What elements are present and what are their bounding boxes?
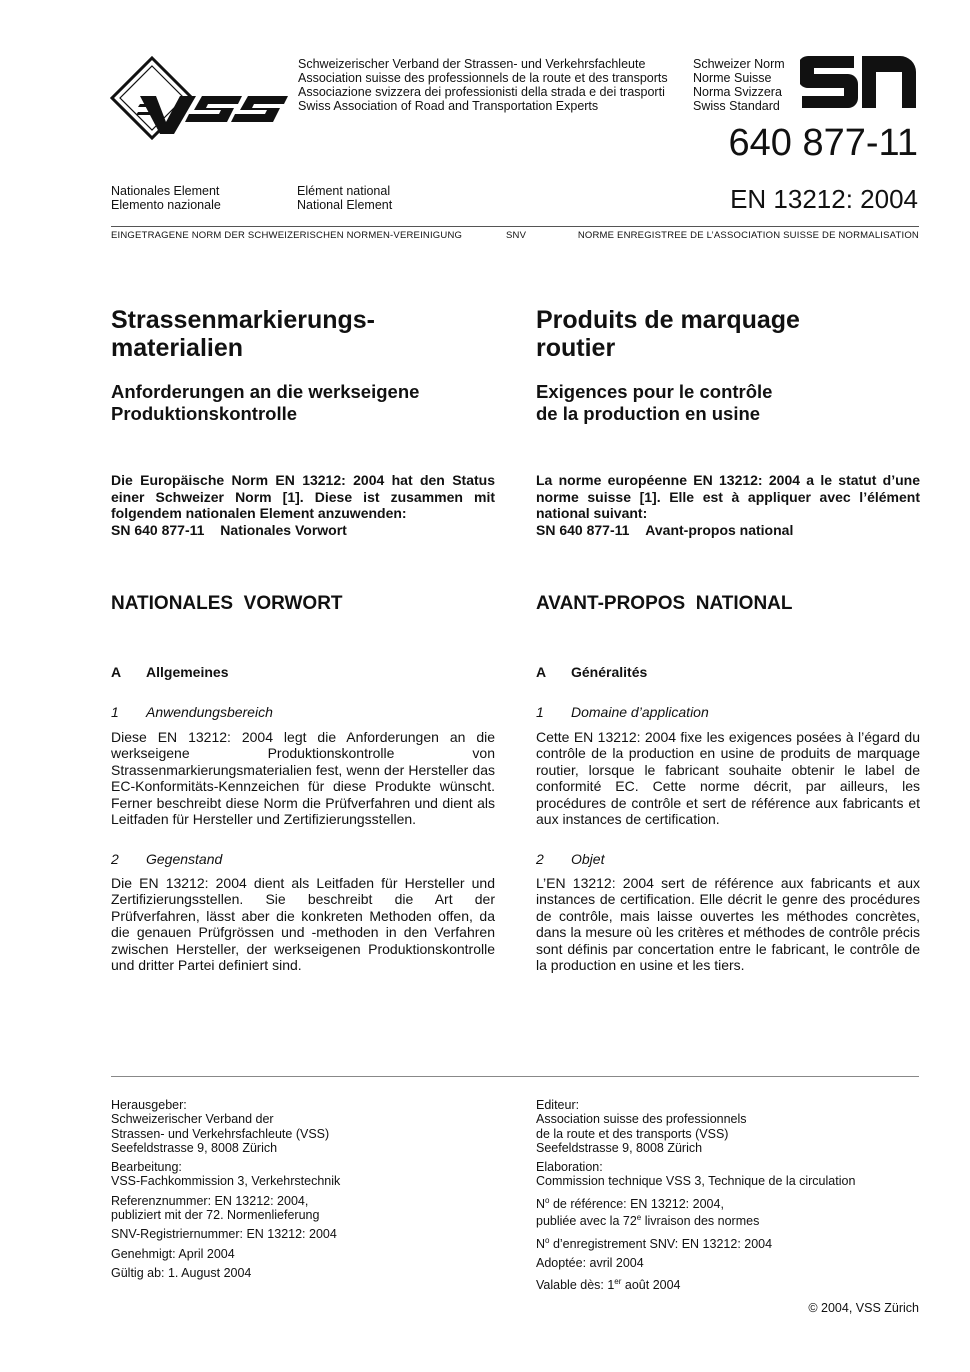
para2-text-de: Die EN 13212: 2004 dient als Leitfaden für Hersteller und Zertifizierungsstellen. Sie beschreibt die Art der Prüfverfahren, lässt aber die konkreten Methoden offen, da die genauen Prüfgrössen und -methoden in den Verfahren zwischen Hersteller, der werkseigenen Produktionskontrolle und dritter Partei definiert sind. bbox=[111, 875, 495, 974]
subsection-title: Allgemeines bbox=[146, 664, 229, 680]
reference-line: publiziert mit der 72. Normenlieferung bbox=[111, 1208, 320, 1223]
ref-prefix: publiée avec la 72 bbox=[536, 1214, 637, 1229]
association-line-de: Schweizerischer Verband der Strassen- und Verkehrsfachleute bbox=[298, 57, 646, 71]
subsection-de bbox=[111, 664, 495, 680]
intro-fr bbox=[536, 472, 920, 538]
standard-type-en: Swiss Standard bbox=[693, 99, 780, 113]
norm-number: 640 877-11 bbox=[728, 122, 918, 164]
para-number: 1 bbox=[536, 704, 544, 720]
para1-heading-fr bbox=[536, 704, 920, 720]
ref-sup: o bbox=[545, 1195, 550, 1205]
section-title-de: NATIONALES VORWORT bbox=[111, 593, 343, 614]
association-names bbox=[298, 57, 668, 113]
editing-label: Bearbeitung: bbox=[111, 1160, 182, 1175]
subtitle-fr-line: Exigences pour le contrôle bbox=[536, 381, 773, 402]
title-fr-line: routier bbox=[536, 334, 616, 362]
subsection-letter: A bbox=[536, 664, 547, 680]
reference-block bbox=[536, 1194, 920, 1229]
title-fr-line: Produits de marquage bbox=[536, 306, 800, 334]
subtitle-de-line: Anforderungen an die werkseigene bbox=[111, 381, 420, 402]
snv-prefix: N bbox=[536, 1236, 546, 1251]
subtitle-de bbox=[111, 381, 495, 425]
association-line-en: Swiss Association of Road and Transportation Experts bbox=[298, 99, 599, 113]
vss-logo bbox=[110, 56, 290, 140]
para-title: Domaine d’application bbox=[571, 704, 709, 720]
para1-heading-de bbox=[111, 704, 495, 720]
snv-suffix: d’enregistrement SNV: EN 13212: 2004 bbox=[549, 1236, 773, 1251]
snv-sup: o bbox=[545, 1235, 550, 1245]
intro-fr-ref-number: SN 640 877-11 bbox=[536, 521, 630, 538]
registry-mid: SNV bbox=[506, 230, 527, 241]
publisher-block bbox=[536, 1098, 920, 1155]
publisher-line: Seefeldstrasse 9, 8008 Zürich bbox=[536, 1140, 703, 1155]
para-number: 2 bbox=[536, 851, 544, 867]
para-title: Gegenstand bbox=[146, 851, 223, 867]
intro-fr-ref-label: Avant-propos national bbox=[645, 521, 794, 538]
snv-registration: SNV-Registriernummer: EN 13212: 2004 bbox=[111, 1227, 337, 1242]
registry-rule bbox=[111, 226, 919, 227]
para-title: Anwendungsbereich bbox=[146, 704, 273, 720]
title-de-line: materialien bbox=[111, 334, 244, 362]
reference-line: Referenznummer: EN 13212: 2004, bbox=[111, 1193, 309, 1208]
standard-type-names bbox=[693, 57, 785, 113]
registry-left: EINGETRAGENE NORM DER SCHWEIZERISCHEN NORMEN-VEREINIGUNG bbox=[111, 230, 463, 241]
valid-suffix: août 2004 bbox=[621, 1278, 681, 1293]
editing-block bbox=[111, 1160, 495, 1189]
publisher-line: Seefeldstrasse 9, 8008 Zürich bbox=[111, 1140, 278, 1155]
para-number: 2 bbox=[111, 851, 119, 867]
element-label-de bbox=[111, 184, 221, 212]
snv-registration bbox=[536, 1234, 920, 1251]
registry-right: NORME ENREGISTREE DE L’ASSOCIATION SUISSE DE NORMALISATION bbox=[577, 230, 919, 241]
intro-fr-text: La norme européenne EN 13212: 2004 a le statut d’une norme suisse [1]. Elle est à appliquer avec l’élément national suivant: bbox=[536, 472, 920, 521]
intro-de-text: Die Europäische Norm EN 13212: 2004 hat den Status einer Schweizer Norm [1]. Diese ist zusammen mit folgendem nationalen Element anzuwenden: bbox=[111, 472, 495, 521]
para2-heading-fr bbox=[536, 851, 920, 867]
ref-sup: e bbox=[636, 1213, 642, 1223]
element-it-line: Elemento nazionale bbox=[111, 198, 221, 212]
publisher-line: Strassen- und Verkehrsfachleute (VSS) bbox=[111, 1126, 330, 1141]
standard-type-de: Schweizer Norm bbox=[693, 57, 785, 71]
para-number: 1 bbox=[111, 704, 119, 720]
para2-heading-de bbox=[111, 851, 495, 867]
publisher-block bbox=[111, 1098, 495, 1155]
en-number: EN 13212: 2004 bbox=[730, 184, 918, 214]
valid-date: Gültig ab: 1. August 2004 bbox=[111, 1265, 252, 1280]
valid-sup: er bbox=[614, 1277, 622, 1287]
subsection-title: Généralités bbox=[571, 664, 648, 680]
element-de-line: Nationales Element bbox=[111, 184, 220, 198]
para2-text-fr: L’EN 13212: 2004 sert de référence aux fabricants et aux instances de certification. Elle décrit le genre des procédures de contrôle, mais laisse ouvertes les méthodes concrètes, dans la mesure où les critères et méthodes de contrôle précis sont définis par concertation entre le fabricant, le contrôle de la production en usine et les tiers. bbox=[536, 875, 920, 974]
ref-suffix: de référence: EN 13212: 2004, bbox=[549, 1196, 724, 1211]
footer-fr bbox=[536, 1098, 920, 1298]
intro-de-ref-number: SN 640 877-11 bbox=[111, 521, 205, 538]
approved-date: Genehmigt: April 2004 bbox=[111, 1246, 235, 1261]
valid-date bbox=[536, 1275, 920, 1292]
para-title: Objet bbox=[571, 851, 605, 867]
footer-de bbox=[111, 1098, 495, 1285]
title-de-line: Strassenmarkierungs- bbox=[111, 306, 376, 334]
publisher-label: Editeur: bbox=[536, 1098, 580, 1112]
copyright: © 2004, VSS Zürich bbox=[808, 1301, 919, 1315]
standard-type-it: Norma Svizzera bbox=[693, 85, 782, 99]
valid-prefix: Valable dès: 1 bbox=[536, 1278, 615, 1293]
intro-de-ref-label: Nationales Vorwort bbox=[220, 521, 347, 538]
publisher-line: de la route et des transports (VSS) bbox=[536, 1126, 729, 1141]
element-label-fr bbox=[297, 184, 392, 212]
editing-block bbox=[536, 1160, 920, 1189]
para1-text-de: Diese EN 13212: 2004 legt die Anforderungen an die werkseigene Produktionskontrolle von Strassenmarkierungsmaterialien fest, wenn der Hersteller das EC-Konformitäts-Kennzeichen für diese Produkte wünscht. Ferner beschreibt diese Norm die Prüfverfahren und dient als Leitfaden für Hersteller und Zertifizierungsstellen. bbox=[111, 729, 495, 828]
title-fr bbox=[536, 306, 920, 362]
footer-rule bbox=[111, 1076, 919, 1077]
element-fr-line: Elément national bbox=[297, 184, 391, 198]
subtitle-de-line: Produktionskontrolle bbox=[111, 403, 298, 424]
reference-block bbox=[111, 1194, 495, 1223]
reference-line bbox=[536, 1194, 920, 1211]
subtitle-fr bbox=[536, 381, 920, 425]
editing-value: Commission technique VSS 3, Technique de la circulation bbox=[536, 1174, 856, 1189]
subtitle-fr-line: de la production en usine bbox=[536, 403, 761, 424]
reference-line bbox=[536, 1211, 920, 1228]
publisher-label: Herausgeber: bbox=[111, 1098, 187, 1112]
para1-text-fr: Cette EN 13212: 2004 fixe les exigences posées à l’égard du contrôle de la production en usine de produits de marquage routier, lorsque le fabricant souhaite obtenir le label de conformité EC. Cette norme décrit, par ailleurs, les procédures de contrôle et sert de référence aux fabricants et aux instances de certification. bbox=[536, 729, 920, 828]
ref-prefix: N bbox=[536, 1196, 546, 1211]
subsection-letter: A bbox=[111, 664, 122, 680]
association-line-fr: Association suisse des professionnels de la route et des transports bbox=[298, 71, 668, 85]
section-title-fr: AVANT-PROPOS NATIONAL bbox=[536, 593, 793, 614]
editing-label: Elaboration: bbox=[536, 1160, 603, 1175]
sn-logo bbox=[800, 54, 920, 110]
publisher-line: Schweizerischer Verband der bbox=[111, 1112, 274, 1127]
publisher-line: Association suisse des professionnels bbox=[536, 1112, 747, 1127]
intro-de bbox=[111, 472, 495, 538]
standard-type-fr: Norme Suisse bbox=[693, 71, 772, 85]
subsection-fr bbox=[536, 664, 920, 680]
title-de bbox=[111, 306, 495, 362]
element-en-line: National Element bbox=[297, 198, 393, 212]
editing-value: VSS-Fachkommission 3, Verkehrstechnik bbox=[111, 1174, 341, 1189]
association-line-it: Associazione svizzera dei professionisti della strada e dei trasporti bbox=[298, 85, 665, 99]
approved-date: Adoptée: avril 2004 bbox=[536, 1256, 644, 1271]
ref-suffix: livraison des normes bbox=[641, 1214, 760, 1229]
